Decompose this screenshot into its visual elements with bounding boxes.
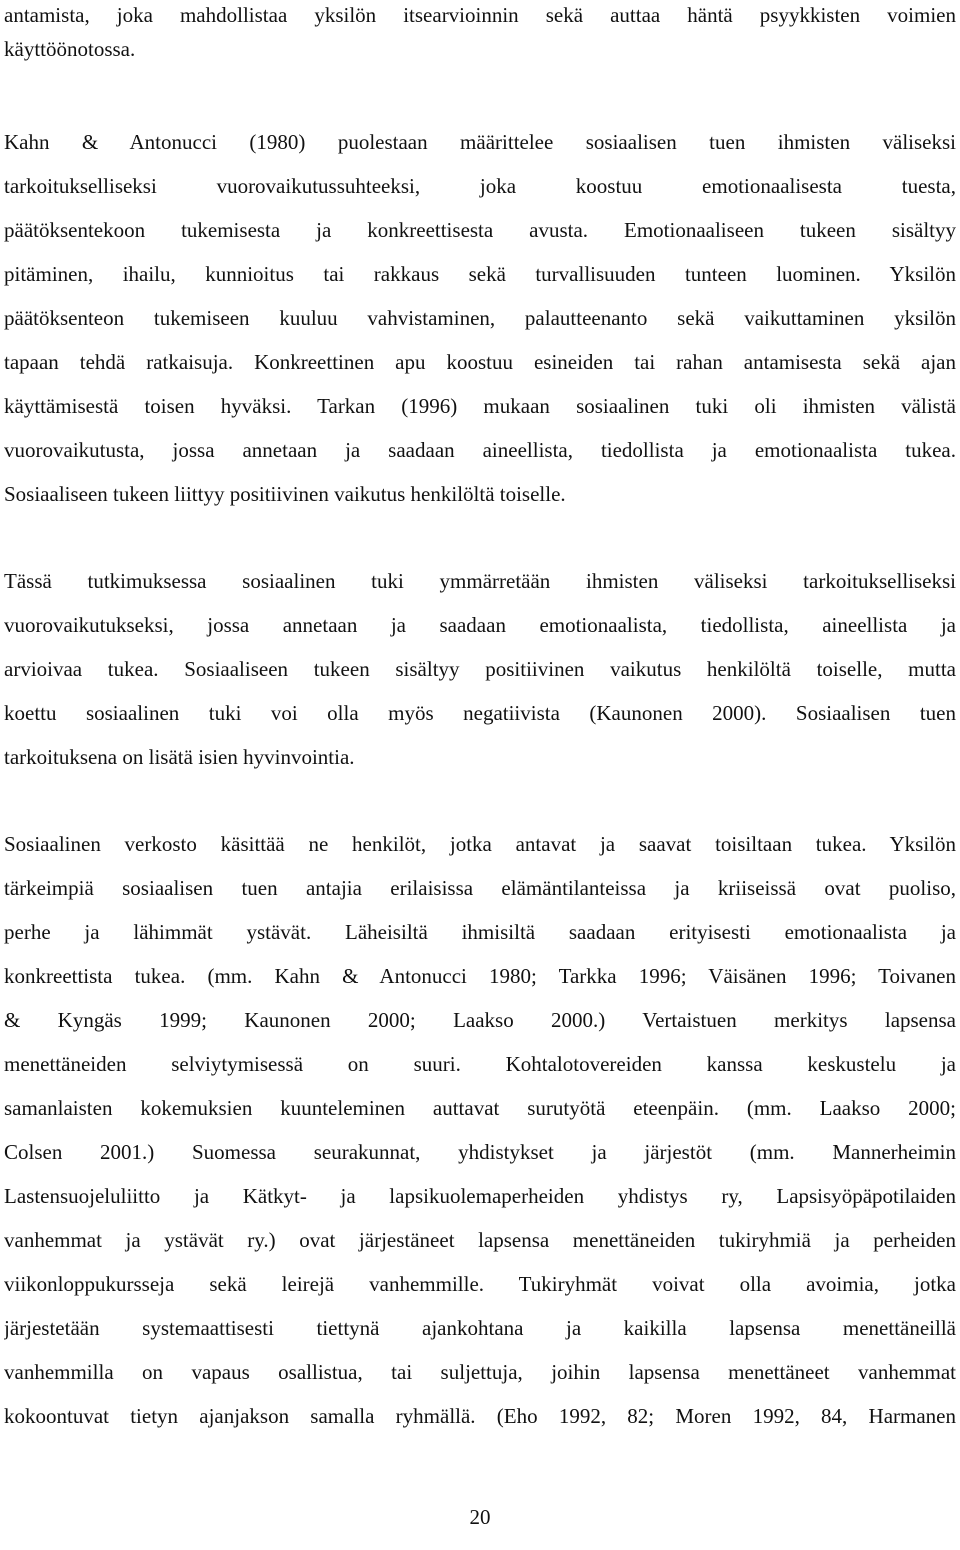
- text-line: tarkoituksena on lisätä isien hyvinvointia.: [4, 745, 355, 769]
- text-line: koettu sosiaalinen tuki voi olla myös negatiivista (Kaunonen 2000). Sosiaalisen tuen: [4, 701, 956, 725]
- text-line: samanlaisten kokemuksien kuunteleminen auttavat surutyötä eteenpäin. (mm. Laakso 2000;: [4, 1096, 956, 1120]
- text-line: viikonloppukursseja sekä leirejä vanhemmille. Tukiryhmät voivat olla avoimia, jotka: [4, 1272, 956, 1296]
- text-line: vanhemmat ja ystävät ry.) ovat järjestäneet lapsensa menettäneiden tukiryhmiä ja perheiden: [4, 1228, 956, 1252]
- text-line: vuorovaikutusta, jossa annetaan ja saadaan aineellista, tiedollista ja emotionaalista tukea.: [4, 438, 956, 462]
- text-line: arvioivaa tukea. Sosiaaliseen tukeen sisältyy positiivinen vaikutus henkilöltä toiselle, mutta: [4, 657, 956, 681]
- text-line: järjestetään systemaattisesti tiettynä ajankohtana ja kaikilla lapsensa menettäneillä: [4, 1316, 956, 1340]
- text-line: tärkeimpiä sosiaalisen tuen antajia erilaisissa elämäntilanteissa ja kriiseissä ovat puoliso,: [4, 876, 956, 900]
- page-number: 20: [469, 1505, 491, 1529]
- text-line: vuorovaikutukseksi, jossa annetaan ja saadaan emotionaalista, tiedollista, aineellista ja: [4, 613, 956, 637]
- text-line: pitäminen, ihailu, kunnioitus tai rakkaus sekä turvallisuuden tunteen luominen. Yksilön: [4, 262, 956, 286]
- text-line: konkreettista tukea. (mm. Kahn & Antonucci 1980; Tarkka 1996; Väisänen 1996; Toivanen: [4, 964, 956, 988]
- text-line: kokoontuvat tietyn ajanjakson samalla ryhmällä. (Eho 1992, 82; Moren 1992, 84, Harmanen: [4, 1404, 956, 1428]
- text-line: menettäneiden selviytymisessä on suuri. Kohtalotovereiden kanssa keskustelu ja: [4, 1052, 956, 1076]
- text-line: Sosiaaliseen tukeen liittyy positiivinen vaikutus henkilöltä toiselle.: [4, 482, 566, 506]
- text-line: perhe ja lähimmät ystävät. Läheisiltä ihmisiltä saadaan erityisesti emotionaalista ja: [4, 920, 956, 944]
- text-line: & Kyngäs 1999; Kaunonen 2000; Laakso 2000.) Vertaistuen merkitys lapsensa: [4, 1008, 956, 1032]
- text-line: Tässä tutkimuksessa sosiaalinen tuki ymmärretään ihmisten väliseksi tarkoitukselliseksi: [4, 569, 956, 593]
- text-line: tarkoitukselliseksi vuorovaikutussuhteeksi, joka koostuu emotionaalisesta tuesta,: [4, 174, 956, 198]
- text-line: käyttöönotossa.: [4, 37, 136, 61]
- text-line: Kahn & Antonucci (1980) puolestaan määrittelee sosiaalisen tuen ihmisten väliseksi: [4, 130, 956, 154]
- text-line: antamista, joka mahdollistaa yksilön itsearvioinnin sekä auttaa häntä psyykkisten voimien: [4, 3, 956, 27]
- text-line: päätöksentekoon tukemisesta ja konkreettisesta avusta. Emotionaaliseen tukeen sisältyy: [4, 218, 956, 242]
- text-line: Colsen 2001.) Suomessa seurakunnat, yhdistykset ja järjestöt (mm. Mannerheimin: [4, 1140, 956, 1164]
- text-line: päätöksenteon tukemiseen kuuluu vahvistaminen, palautteenanto sekä vaikuttaminen yksilön: [4, 306, 956, 330]
- text-line: Lastensuojeluliitto ja Kätkyt- ja lapsikuolemaperheiden yhdistys ry, Lapsisyöpäpotilaiden: [4, 1184, 956, 1208]
- text-line: käyttämisestä toisen hyväksi. Tarkan (1996) mukaan sosiaalinen tuki oli ihmisten välistä: [4, 394, 956, 418]
- text-line: Sosiaalinen verkosto käsittää ne henkilöt, jotka antavat ja saavat toisiltaan tukea. Yksilön: [4, 832, 956, 856]
- text-line: tapaan tehdä ratkaisuja. Konkreettinen apu koostuu esineiden tai rahan antamisesta sekä ajan: [4, 350, 956, 374]
- text-line: vanhemmilla on vapaus osallistua, tai suljettuja, joihin lapsensa menettäneet vanhemmat: [4, 1360, 956, 1384]
